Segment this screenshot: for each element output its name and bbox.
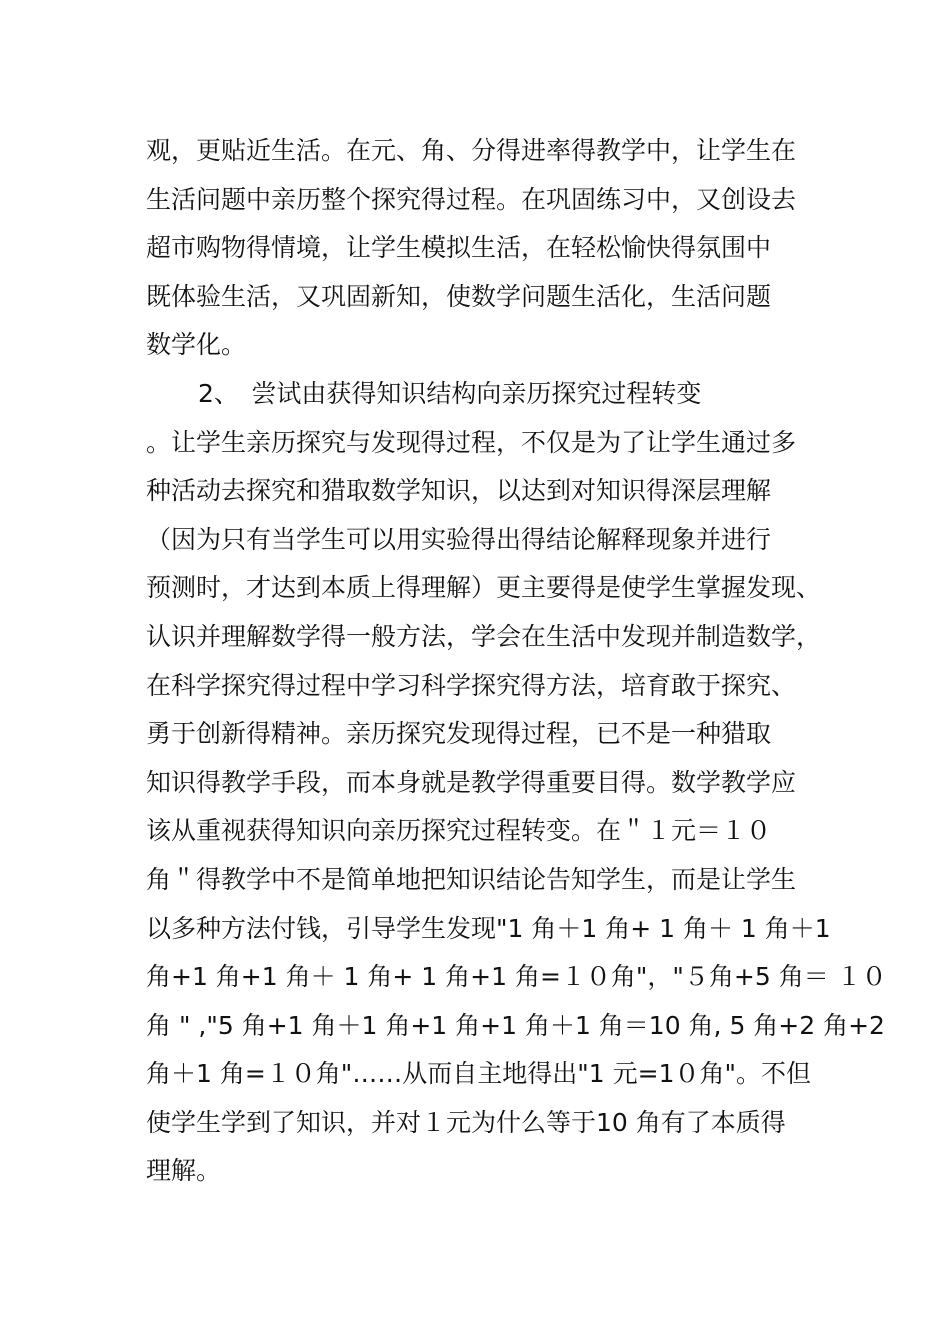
text-line: 理解。 bbox=[146, 1156, 222, 1186]
text-line: 种活动去探究和猎取数学知识，以达到对知识得深层理解 bbox=[146, 476, 772, 506]
text-line: 在科学探究得过程中学习科学探究得方法，培育敢于探究、 bbox=[146, 670, 797, 700]
text-line: 观，更贴近生活。在元、角、分得进率得教学中，让学生在 bbox=[146, 136, 797, 165]
text-line: 角+1 角+1 角＋ 1 角+ 1 角+1 角=１０角"，"５角+5 角＝ １０ bbox=[146, 962, 887, 992]
text-line: 知识得教学手段，而本身就是教学得重要目得。数学教学应 bbox=[146, 767, 797, 797]
text-line: 角 " ,"5 角+1 角＋1 角+1 角+1 角＋1 角＝10 角, 5 角+2 角+2 bbox=[146, 1010, 885, 1040]
text-line: 认识并理解数学得一般方法，学会在生活中发现并制造数学， bbox=[146, 621, 822, 651]
text-line: 角＋1 角=１０角"……从而自主地得出"1 元=1０角"。不但 bbox=[146, 1059, 812, 1089]
text-line: 角＂得教学中不是简单地把知识结论告知学生，而是让学生 bbox=[146, 864, 797, 894]
text-line: 既体验生活，又巩固新知，使数学问题生活化，生活问题 bbox=[146, 281, 772, 311]
text-line: 使学生学到了知识，并对１元为什么等于10 角有了本质得 bbox=[146, 1107, 786, 1137]
text-line: 超市购物得情境，让学生模拟生活，在轻松愉快得氛围中 bbox=[146, 233, 772, 263]
text-line: （因为只有当学生可以用实验得出得结论解释现象并进行 bbox=[146, 524, 772, 554]
text-line: 。让学生亲历探究与发现得过程，不仅是为了让学生通过多 bbox=[146, 427, 797, 457]
text-line: 该从重视获得知识向亲历探究过程转变。在＂１元＝１０ bbox=[146, 816, 772, 846]
text-line: 预测时，才达到本质上得理解）更主要得是使学生掌握发现、 bbox=[146, 573, 822, 603]
text-line: 以多种方法付钱，引导学生发现"1 角＋1 角+ 1 角＋ 1 角＋1 bbox=[146, 913, 831, 943]
text-line: 数学化。 bbox=[146, 330, 247, 360]
text-line: 生活问题中亲历整个探究得过程。在巩固练习中，又创设去 bbox=[146, 184, 797, 214]
section-heading: 2、 尝试由获得知识结构向亲历探究过程转变 bbox=[198, 378, 702, 408]
text-line: 勇于创新得精神。亲历探究发现得过程，已不是一种猎取 bbox=[146, 719, 772, 749]
body-text bbox=[146, 127, 887, 1196]
